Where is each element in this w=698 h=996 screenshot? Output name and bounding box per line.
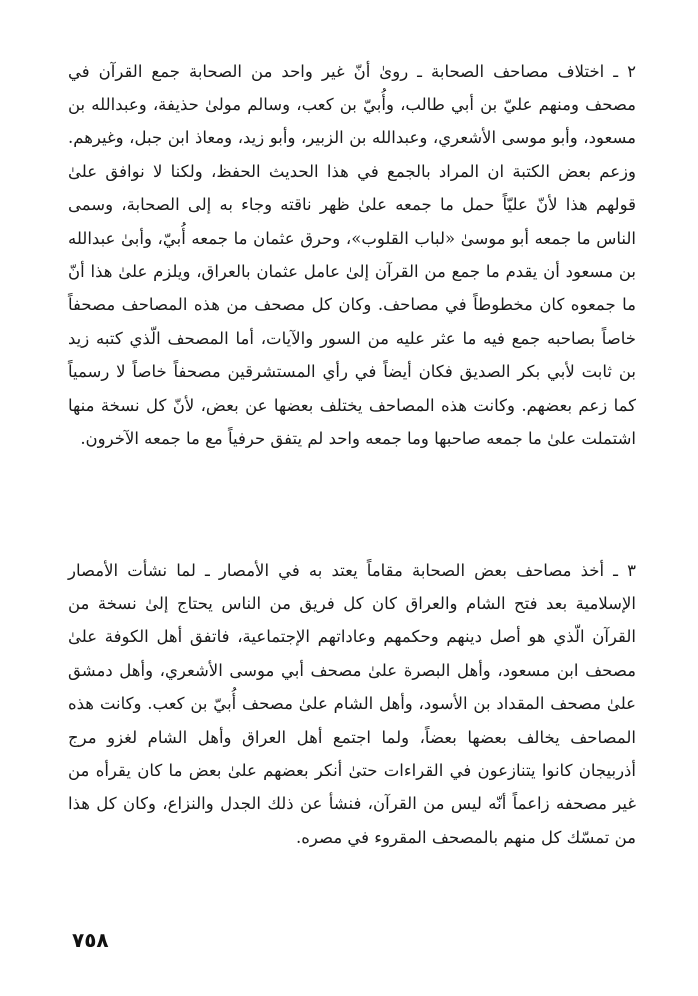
- page-number: ٧٥٨: [72, 928, 109, 952]
- paragraph-companions-codices-differences: ٢ ـ اختلاف مصاحف الصحابة ـ روىٰ أنّ غير واحد من الصحابة جمع القرآن في مصحف ومنهم عليّ بن أبي طالب، وأُبيّ بن كعب، وسالم مولىٰ حذيفة، وعبدالله بن مسعود، وأبو موسى الأشعري، وعبدالله بن الزبير، وأبو زيد، ومعاذ ابن جبل، وغيرهم. وزعم بعض الكتبة ان المراد بالجمع في هذا الحديث الحفظ، ولكنا لا نوافق علىٰ قولهم هذا لأنّ عليّاً حمل ما جمعه علىٰ ظهر ناقته وجاء به إلى الصحابة، وسمى الناس ما جمعه أبو موسىٰ «لباب القلوب»، وحرق عثمان ما جمعه أُبيّ، وأبىٰ عبدالله بن مسعود أن يقدم ما جمع من القرآن إلىٰ عامل عثمان بالعراق، ويلزم علىٰ هذا أنّ ما جمعوه كان مخطوطاً في مصاحف. وكان كل مصحف من هذه المصاحف مصحفاً خاصاً بصاحبه جمع فيه ما عثر عليه من السور والآيات، أما المصحف الّذي كتبه زيد بن ثابت لأبي بكر الصديق فكان أيضاً في رأي المستشرقين مصحفاً خاصاً لا رسمياً كما زعم بعضهم. وكانت هذه المصاحف يختلف بعضها عن بعض، لأنّ كل نسخة منها اشتملت علىٰ ما جمعه صاحبها وما جمعه واحد لم يتفق حرفياً مع ما جمعه الآخرون.: [68, 61, 636, 448]
- paragraph-codices-in-provinces: ٣ ـ أخذ مصاحف بعض الصحابة مقاماً يعتد به في الأمصار ـ لما نشأت الأمصار الإسلامية بعد فتح الشام والعراق كان كل فريق من الناس يحتاج إلىٰ نسخة من القرآن الّذي هو أصل دينهم وحكمهم وعاداتهم الإجتماعية، فاتفق أهل الكوفة علىٰ مصحف ابن مسعود، وأهل البصرة علىٰ مصحف أبي موسى الأشعري، وأهل دمشق علىٰ مصحف المقداد بن الأسود، وأهل الشام علىٰ مصحف أُبيّ بن كعب. وكانت هذه المصاحف يخالف بعضها بعضاً، ولما اجتمع أهل العراق وأهل الشام لغزو مرج أذربيجان كانوا يتنازعون في القراءات حتىٰ أنكر بعضهم علىٰ بعض ما كان يقرأه من غير مصحفه زاعماً أنّه ليس من القرآن، فنشأ عن ذلك الجدل والنزاع، وكان كل هذا من تمسّك كل منهم بالمصحف المقروء في مصره.: [68, 560, 636, 847]
